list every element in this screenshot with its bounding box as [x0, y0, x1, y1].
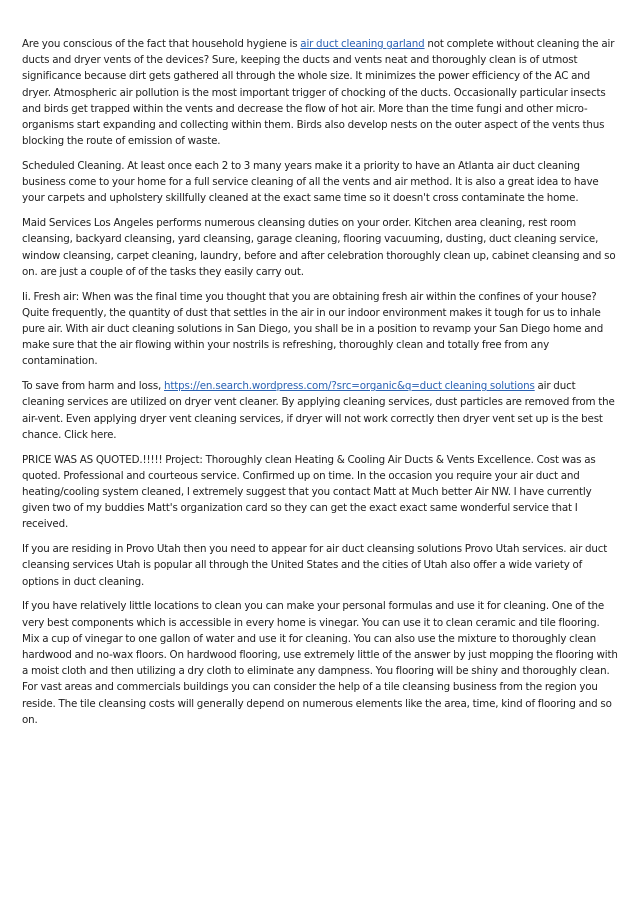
- paragraph-text: not complete without cleaning the air ducts and dryer vents of the devices? Sure, keeping the ducts and vents neat and thoroughly clean is of utmost significance because dirt gets gathered all through the whole size. It minimizes the power efficiency of the AC and dryer. Atmospheric air pollution is the most important trigger of chocking of the ducts. Occasionally particular insects and birds get trapped within the vents and decrease the flow of hot air. More than the time fungi and other micro-organisms start expanding and collecting within them. Birds also develop nests on the outer aspect of the vents thus blocking the route of emission of waste.: [22, 38, 615, 148]
- paragraph-maid-services: Maid Services Los Angeles performs numerous cleansing duties on your order. Kitchen area cleaning, rest room cleansing, backyard cleansing, yard cleansing, garage cleaning, flooring vacuuming, dusting, duct cleaning service, window cleansing, carpet cleaning, laundry, before and after celebration thoroughly clean up, cabinet cleansing and so on. are just a couple of of the tasks they easily carry out.: [22, 217, 616, 278]
- paragraph-scheduled-cleaning: Scheduled Cleaning. At least once each 2 to 3 many years make it a priority to have an Atlanta air duct cleaning business come to your home for a full service cleaning of all the vents and air method. It is also a great idea to have your carpets and upholstery skillfully cleaned at the exact same time so it doesn't cross contaminate the home.: [22, 160, 599, 205]
- paragraph-save-from-harm: [22, 378, 618, 443]
- paragraph-provo-utah: If you are residing in Provo Utah then you need to appear for air duct cleansing solutions Provo Utah services. air duct cleansing services Utah is popular all through the United States and the cities of Utah also offer a wide variety of options in duct cleaning.: [22, 543, 608, 588]
- paragraph-text: Are you conscious of the fact that household hygiene is: [22, 38, 301, 50]
- document-body: [22, 36, 618, 737]
- paragraph-price-quoted: PRICE WAS AS QUOTED.!!!!! Project: Thoroughly clean Heating & Cooling Air Ducts & Vents Excellence. Cost was as quoted. Professional and courteous service. Confirmed up on time. In the occasion you require your air duct and heating/cooling system cleaned, I extremely suggest that you contact Matt at Much better Air NW. I have currently given two of my buddies Matt's organization card so they can get the exact exact same wonderful service that I received.: [22, 453, 596, 531]
- air-duct-cleaning-garland-link[interactable]: air duct cleaning garland: [300, 38, 425, 50]
- paragraph-fresh-air: Ii. Fresh air: When was the final time you thought that you are obtaining fresh air within the confines of your house? Quite frequently, the quantity of dust that settles in the air in our indoor environment makes it tough for us to inhale pure air. With air duct cleaning solutions in San Diego, you shall be in a position to revamp your San Diego home and make sure that the air flowing within your nostrils is refreshing, thoroughly clean and totally free from any contamination.: [22, 290, 604, 368]
- paragraph-text: To save from harm and loss,: [22, 380, 164, 393]
- paragraph-text: air duct cleaning services are utilized on dryer vent cleaner. By applying cleaning services, dust particles are removed from the air-vent. Even applying dryer vent cleaning services, if dryer will not work correctly then dryer vent set up is the best chance. Click here.: [22, 380, 615, 441]
- paragraph-household-hygiene: [22, 36, 618, 149]
- wordpress-search-link[interactable]: https://en.search.wordpress.com/?src=organic&q=duct cleaning solutions: [164, 380, 535, 393]
- paragraph-vinegar-cleaning: If you have relatively little locations to clean you can make your personal formulas and use it for cleaning. One of the very best components which is accessible in every home is vinegar. You can use it to clean ceramic and tile flooring. Mix a cup of vinegar to one gallon of water and use it for cleaning. You can also use the mixture to thoroughly clean hardwood and no-wax floors. On hardwood flooring, use extremely little of the answer by just mopping the flooring with a moist cloth and then utilizing a dry cloth to eliminate any dampness. You flooring will be shiny and thoroughly clean. For vast areas and commercials buildings you can consider the help of a tile cleansing business from the region you reside. The tile cleansing costs will generally depend on numerous elements like the area, time, kind of flooring and so on.: [22, 600, 618, 726]
